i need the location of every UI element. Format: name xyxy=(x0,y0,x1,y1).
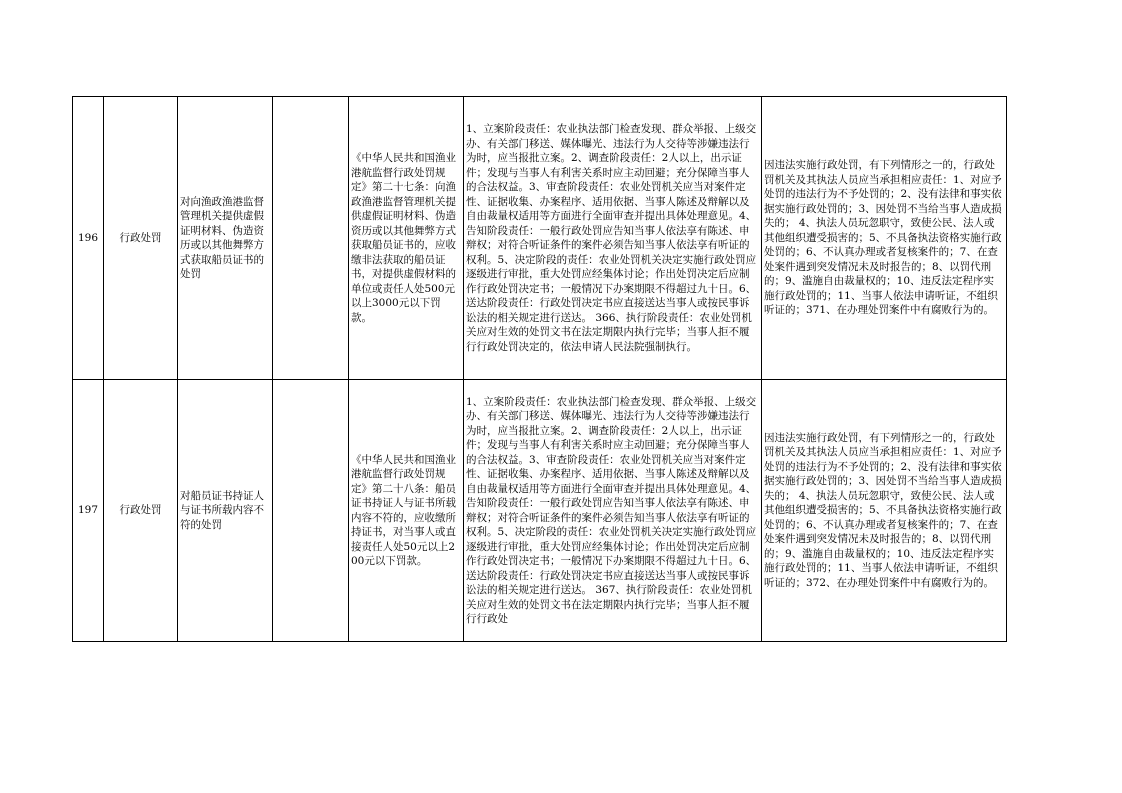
table-row xyxy=(73,97,1007,380)
item-accountability: 因违法实施行政处罚，有下列情形之一的，行政处罚机关及其执法人员应当承担相应责任：1、对应予处罚的违法行为不予处罚的；2、没有法律和事实依据实施行政处罚的；3、因处罚不当给当事人造成损失的； 4、执法人员玩忽职守，致使公民、法人或其他组织遭受损害的；5、不具备执法资格实施行政处罚的；6、不认真办理或者复核案件的；7、在查处案件遇到突发情况未及时报告的；8、以罚代刑的；9、滥施自由裁量权的；10、违反法定程序实施行政处罚的；11、当事人依法申请听证，不组织听证的；371、在办理处罚案件中有腐败行为的。 xyxy=(762,97,1007,380)
item-name: 对向渔政渔港监督管理机关提供虚假证明材料、伪造资历或以其他舞弊方式获取船员证书的处罚 xyxy=(178,97,273,380)
item-legal-basis: 《中华人民共和国渔业港航监督行政处罚规定》第二十七条：向渔政渔港监督管理机关提供虚假证明材料、伪造资历或以其他舞弊方式获取船员证书的，应收缴非法获取的船员证书，对提供虚假材料的单位或责任人处500元以上3000元以下罚款。 xyxy=(349,97,464,380)
table-row xyxy=(73,380,1007,642)
item-legal-basis: 《中华人民共和国渔业港航监督行政处罚规定》第二十八条：船员证书持证人与证书所载内容不符的，应收缴所持证书，对当事人或直接责任人处50元以上200元以下罚款。 xyxy=(349,380,464,642)
item-empty-cell xyxy=(273,97,349,380)
item-type: 行政处罚 xyxy=(104,97,178,380)
liability-table xyxy=(72,96,1007,642)
item-accountability: 因违法实施行政处罚，有下列情形之一的，行政处罚机关及其执法人员应当承担相应责任：1、对应予处罚的违法行为不予处罚的；2、没有法律和事实依据实施行政处罚的；3、因处罚不当给当事人造成损失的； 4、执法人员玩忽职守，致使公民、法人或其他组织遭受损害的；5、不具备执法资格实施行政处罚的；6、不认真办理或者复核案件的；7、在查处案件遇到突发情况未及时报告的；8、以罚代刑的；9、滥施自由裁量权的；10、违反法定程序实施行政处罚的；11、当事人依法申请听证，不组织听证的；372、在办理处罚案件中有腐败行为的。 xyxy=(762,380,1007,642)
item-procedure-duties: 1、立案阶段责任：农业执法部门检查发现、群众举报、上级交办、有关部门移送、媒体曝光、违法行为人交待等涉嫌违法行为时，应当报批立案。2、调查阶段责任：2人以上，出示证件；发现与当事人有利害关系时应主动回避；充分保障当事人的合法权益。3、审查阶段责任：农业处罚机关应当对案件定性、证据收集、办案程序、适用依据、当事人陈述及辩解以及自由裁量权适用等方面进行全面审查并提出具体处理意见。4、告知阶段责任：一般行政处罚应告知当事人依法享有陈述、申辩权；对符合听证条件的案件必须告知当事人依法享有听证的权利。5、决定阶段的责任：农业处罚机关决定实施行政处罚应逐级进行审批，重大处罚应经集体讨论；作出处罚决定后应制作行政处罚决定书；一般情况下办案期限不得超过九十日。6、送达阶段责任：行政处罚决定书应直接送达当事人或按民事诉讼法的相关规定进行送达。 367、执行阶段责任：农业处罚机关应对生效的处罚文书在法定期限内执行完毕；当事人拒不履行行政处 xyxy=(464,380,762,642)
item-name: 对船员证书持证人与证书所载内容不符的处罚 xyxy=(178,380,273,642)
item-empty-cell xyxy=(273,380,349,642)
item-number: 196 xyxy=(73,97,104,380)
item-procedure-duties: 1、立案阶段责任：农业执法部门检查发现、群众举报、上级交办、有关部门移送、媒体曝光、违法行为人交待等涉嫌违法行为时，应当报批立案。2、调查阶段责任：2人以上，出示证件；发现与当事人有利害关系时应主动回避；充分保障当事人的合法权益。3、审查阶段责任：农业处罚机关应当对案件定性、证据收集、办案程序、适用依据、当事人陈述及辩解以及自由裁量权适用等方面进行全面审查并提出具体处理意见。4、告知阶段责任：一般行政处罚应告知当事人依法享有陈述、申辩权；对符合听证条件的案件必须告知当事人依法享有听证的权利。5、决定阶段的责任：农业处罚机关决定实施行政处罚应逐级进行审批，重大处罚应经集体讨论；作出处罚决定后应制作行政处罚决定书；一般情况下办案期限不得超过九十日。6、送达阶段责任：行政处罚决定书应直接送达当事人或按民事诉讼法的相关规定进行送达。 366、执行阶段责任：农业处罚机关应对生效的处罚文书在法定期限内执行完毕；当事人拒不履行行政处罚决定的，依法申请人民法院强制执行。 xyxy=(464,97,762,380)
item-number: 197 xyxy=(73,380,104,642)
item-type: 行政处罚 xyxy=(104,380,178,642)
